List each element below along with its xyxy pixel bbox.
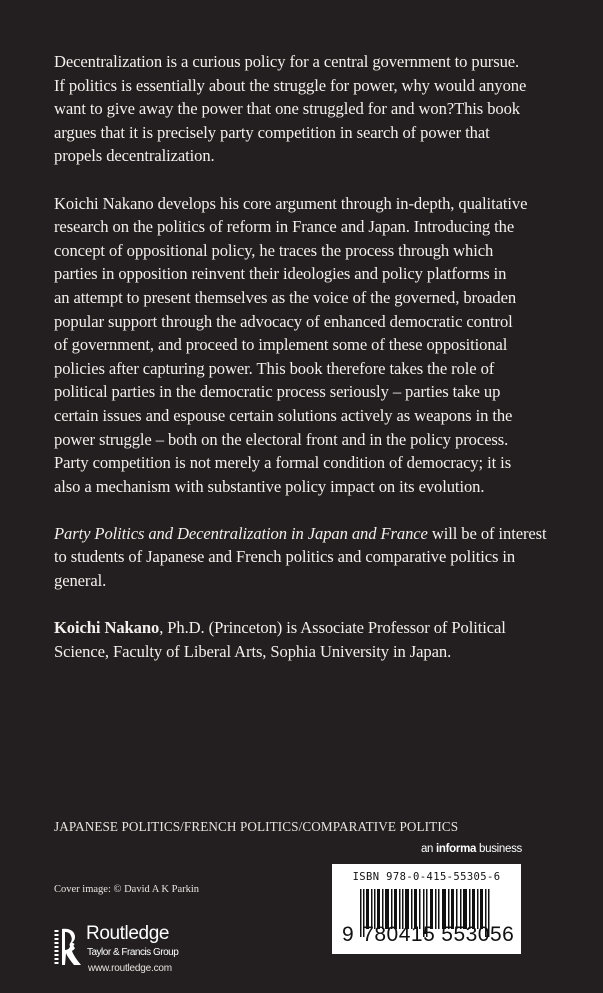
text-line: propels decentralization. bbox=[54, 146, 215, 166]
text-line: an attempt to present themselves as the voice of the governed, broaden bbox=[54, 287, 517, 307]
barcode-digits bbox=[342, 924, 514, 945]
text-line: of government, and proceed to implement some of these oppositional bbox=[54, 335, 508, 355]
text-line: popular support through the advocacy of enhanced democratic control bbox=[54, 311, 513, 331]
routledge-head-icon bbox=[54, 928, 82, 966]
publisher-name: Routledge bbox=[86, 923, 170, 944]
cover-image-credit: Cover image: © David A K Parkin bbox=[54, 884, 200, 895]
barcode-digit-group-2: 553056 bbox=[441, 923, 515, 946]
text-fragment: business bbox=[476, 843, 522, 855]
text-line: parties in opposition reinvent their ideologies and policy platforms in bbox=[54, 264, 507, 284]
barcode-first-digit: 9 bbox=[342, 923, 355, 946]
text-line: general. bbox=[54, 571, 107, 591]
text-line bbox=[54, 616, 574, 640]
text-line: certain issues and espouse certain solutions actively as weapons in the bbox=[54, 405, 513, 425]
text-line: If politics is essentially about the struggle for power, why would anyone bbox=[54, 75, 527, 95]
blurb-paragraph-3 bbox=[54, 522, 574, 593]
informa-tagline bbox=[420, 843, 522, 855]
publisher-logo bbox=[54, 923, 204, 983]
text-line: to students of Japanese and French politics and comparative politics in bbox=[54, 547, 516, 567]
text-fragment: , Ph.D. (Princeton) is Associate Professor of Political bbox=[159, 618, 506, 638]
text-line: Party competition is not merely a formal condition of democracy; it is bbox=[54, 453, 512, 473]
text-line: Koichi Nakano develops his core argument through in-depth, qualitative bbox=[54, 193, 528, 213]
text-line: policies after capturing power. This book therefore takes the role of bbox=[54, 358, 495, 378]
text-line: power struggle – both on the electoral front and in the policy process. bbox=[54, 429, 509, 449]
text-line: research on the politics of reform in France and Japan. Introducing the bbox=[54, 217, 515, 237]
author-bio bbox=[54, 616, 574, 663]
barcode-digit-group-1: 780415 bbox=[362, 923, 436, 946]
text-line: argues that it is precisely party competition in search of power that bbox=[54, 122, 490, 142]
text-line: also a mechanism with substantive policy impact on its evolution. bbox=[54, 476, 485, 496]
text-line: want to give away the power that one struggled for and won?This book bbox=[54, 99, 521, 119]
informa-brand: informa bbox=[436, 843, 477, 855]
text-fragment: will be of interest bbox=[427, 523, 547, 543]
book-title: Party Politics and Decentralization in Japan and France bbox=[54, 523, 428, 543]
isbn-label: ISBN 978-0-415-55305-6 bbox=[352, 871, 501, 883]
subject-categories: JAPANESE POLITICS/FRENCH POLITICS/COMPARATIVE POLITICS bbox=[54, 819, 459, 834]
blurb-paragraph-2 bbox=[54, 192, 574, 499]
publisher-url: www.routledge.com bbox=[88, 963, 172, 974]
text-line: Science, Faculty of Liberal Arts, Sophia University in Japan. bbox=[54, 641, 452, 661]
publisher-group: Taylor & Francis Group bbox=[87, 947, 179, 958]
author-name: Koichi Nakano bbox=[54, 618, 160, 638]
blurb-paragraph-1 bbox=[54, 50, 574, 168]
text-fragment: an bbox=[420, 843, 437, 855]
text-line: concept of oppositional policy, he traces the process through which bbox=[54, 240, 494, 260]
back-cover-blurb bbox=[54, 50, 574, 687]
isbn-barcode bbox=[332, 864, 521, 954]
text-line bbox=[54, 522, 574, 546]
text-line: political parties in the democratic process seriously – parties take up bbox=[54, 382, 501, 402]
text-line: Decentralization is a curious policy for a central government to pursue. bbox=[54, 52, 520, 71]
